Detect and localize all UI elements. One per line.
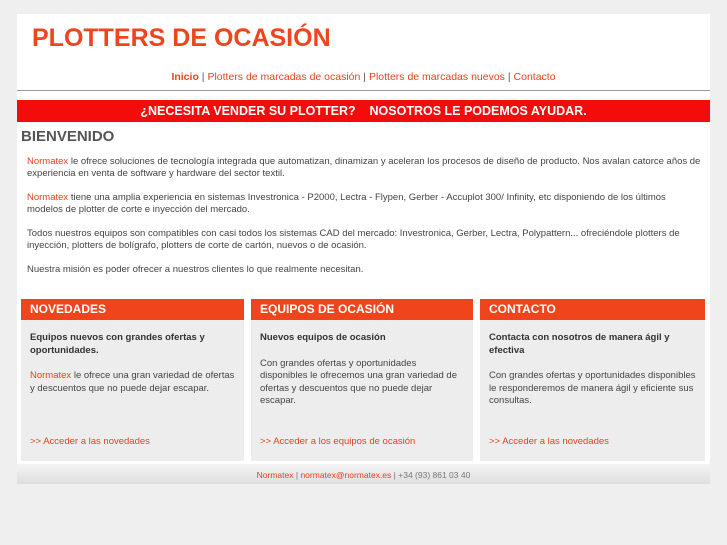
footer-brand-link[interactable]: Normatex [256,470,294,480]
paragraph-text: le ofrece soluciones de tecnología integrada que automatizan, dinamizan y aceleran los procesos de diseño de producto. Nos avalan catorce años de experiencia en venta de software y hardware del sector textil. [27,156,701,179]
novedades-description: le ofrece una gran variedad de ofertas y descuentos que no puede dejar escapar. [30,370,235,394]
equipos-box-title: EQUIPOS DE OCASIÓN [251,299,473,320]
equipos-link[interactable]: >> Acceder a los equipos de ocasión [260,436,416,447]
novedades-link[interactable]: >> Acceder a las novedades [30,436,150,447]
footer-email-link[interactable]: normatex@normatex.es [300,470,392,480]
footer-separator: | [295,470,301,480]
banner-text: ¿NECESITA VENDER SU PLOTTER? NOSOTROS LE PODEMOS AYUDAR. [140,104,587,118]
nav-link-inicio[interactable]: Inicio [171,71,199,83]
footer-phone: +34 (93) 861 03 40 [398,470,471,480]
brand-link[interactable]: Normatex [30,370,72,381]
equipos-text: Con grandes ofertas y oportunidades disponibles le ofrecemos una gran variedad de ofertas y descuentos que no puede dejar escapar. [260,357,457,406]
footer [17,464,710,484]
contacto-lead: Contacta con nosotros de manera ágil y efectiva [489,332,670,356]
site-title: PLOTTERS DE OCASIÓN [32,24,331,52]
top-nav [17,71,710,83]
brand-link[interactable]: Normatex [27,156,69,167]
intro-paragraph-2 [27,192,703,216]
nav-separator: | [507,71,514,83]
brand-link[interactable]: Normatex [27,192,69,203]
nav-separator: | [363,71,369,83]
contacto-text: Con grandes ofertas y oportunidades disponibles le responderemos de manera ágil y eficiente sus consultas. [489,370,696,406]
novedades-text [30,370,235,395]
paragraph-text: tiene una amplia experiencia en sistemas Investronica - P2000, Lectra - Flypen, Gerber - Accuplot 300/ Infinity, etc disponiendo de los últimos modelos de plotter de corte e inyección del mercado. [27,192,666,215]
promo-banner [17,100,710,122]
page-container [17,14,710,484]
footer-separator: | [393,470,399,480]
nav-divider [17,90,710,91]
nav-link-plotters-ocasion[interactable]: Plotters de marcadas de ocasión [207,71,361,83]
equipos-lead: Nuevos equipos de ocasión [260,332,386,343]
equipos-box-body [251,320,473,408]
equipos-box [251,299,473,461]
novedades-box-title: NOVEDADES [21,299,244,320]
novedades-box-body [21,320,244,395]
novedades-box [21,299,244,461]
nav-link-plotters-nuevos[interactable]: Plotters de marcadas nuevos [368,71,505,83]
intro-text [27,156,703,288]
intro-paragraph-3: Todos nuestros equipos son compatibles con casi todos los sistemas CAD del mercado: Investronica, Gerber, Lectra, Polypattern... ofreciéndole plotters de inyección, plotters de bolígrafo, plotters de corte de cartón, nuevos o de ocasión. [27,228,680,251]
contacto-box-body [480,320,705,408]
contacto-box [480,299,705,461]
nav-link-contacto[interactable]: Contacto [513,71,556,83]
nav-separator: | [201,71,208,83]
contacto-link[interactable]: >> Acceder a las novedades [489,436,609,447]
intro-paragraph-4: Nuestra misión es poder ofrecer a nuestros clientes lo que realmente necesitan. [27,264,364,275]
novedades-lead: Equipos nuevos con grandes ofertas y oportunidades. [30,332,205,356]
welcome-heading: BIENVENIDO [21,128,115,145]
intro-paragraph-1 [27,156,703,180]
contacto-box-title: CONTACTO [480,299,705,320]
